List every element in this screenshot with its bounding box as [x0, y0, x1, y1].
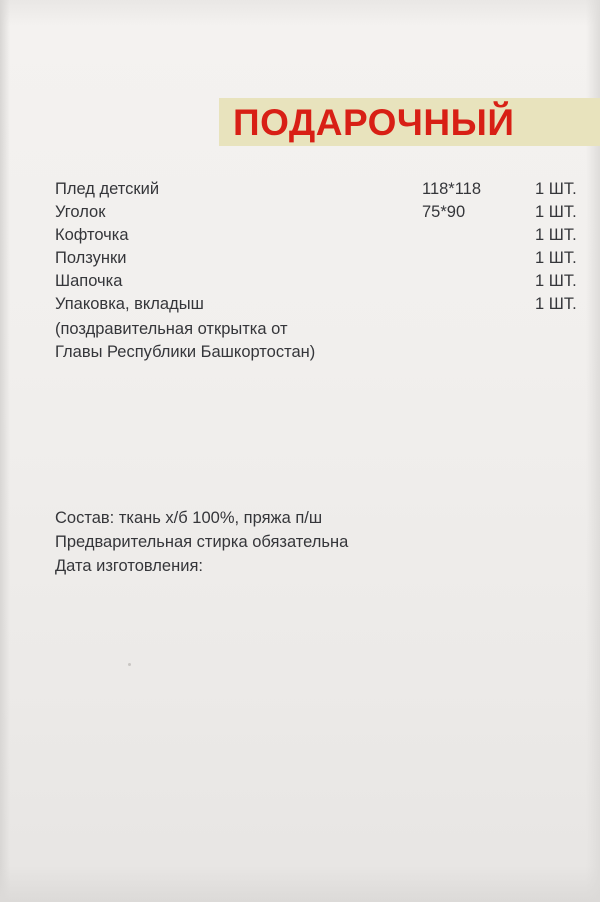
- item-quantity: 1 ШТ.: [535, 295, 577, 313]
- paper-edge-top: [0, 0, 600, 26]
- page-title: ПОДАРОЧНЫЙ: [233, 101, 515, 143]
- paper-edge-bottom: [0, 866, 600, 902]
- note-block: [55, 318, 315, 364]
- item-size: 118*118: [422, 180, 482, 198]
- item-size: 75*90: [422, 203, 466, 221]
- note-line: Главы Республики Башкортостан): [55, 343, 316, 361]
- items-list: [55, 180, 577, 318]
- composition-line: Состав: ткань х/б 100%, пряжа п/ш: [55, 509, 323, 527]
- item-quantity: 1 ШТ.: [535, 180, 577, 198]
- list-item: [55, 249, 577, 272]
- manufacture-date-line: Дата изготовления:: [55, 557, 203, 575]
- list-item: [55, 272, 577, 295]
- item-quantity: 1 ШТ.: [535, 272, 577, 290]
- list-item: [55, 295, 577, 318]
- item-name: Шапочка: [55, 272, 123, 290]
- item-quantity: 1 ШТ.: [535, 203, 577, 221]
- title-banner: [219, 98, 600, 146]
- item-name: Кофточка: [55, 226, 129, 244]
- footer-block: [55, 506, 348, 578]
- list-item: [55, 226, 577, 249]
- paper-edge-left: [0, 0, 10, 902]
- item-name: Плед детский: [55, 180, 160, 198]
- list-item: [55, 203, 577, 226]
- paper-speck: [128, 663, 131, 666]
- item-quantity: 1 ШТ.: [535, 249, 577, 267]
- note-line: (поздравительная открытка от: [55, 320, 288, 338]
- item-quantity: 1 ШТ.: [535, 226, 577, 244]
- list-item: [55, 180, 577, 203]
- item-name: Уголок: [55, 203, 106, 221]
- washing-line: Предварительная стирка обязательна: [55, 533, 349, 551]
- item-name: Ползунки: [55, 249, 127, 267]
- item-name: Упаковка, вкладыш: [55, 295, 204, 313]
